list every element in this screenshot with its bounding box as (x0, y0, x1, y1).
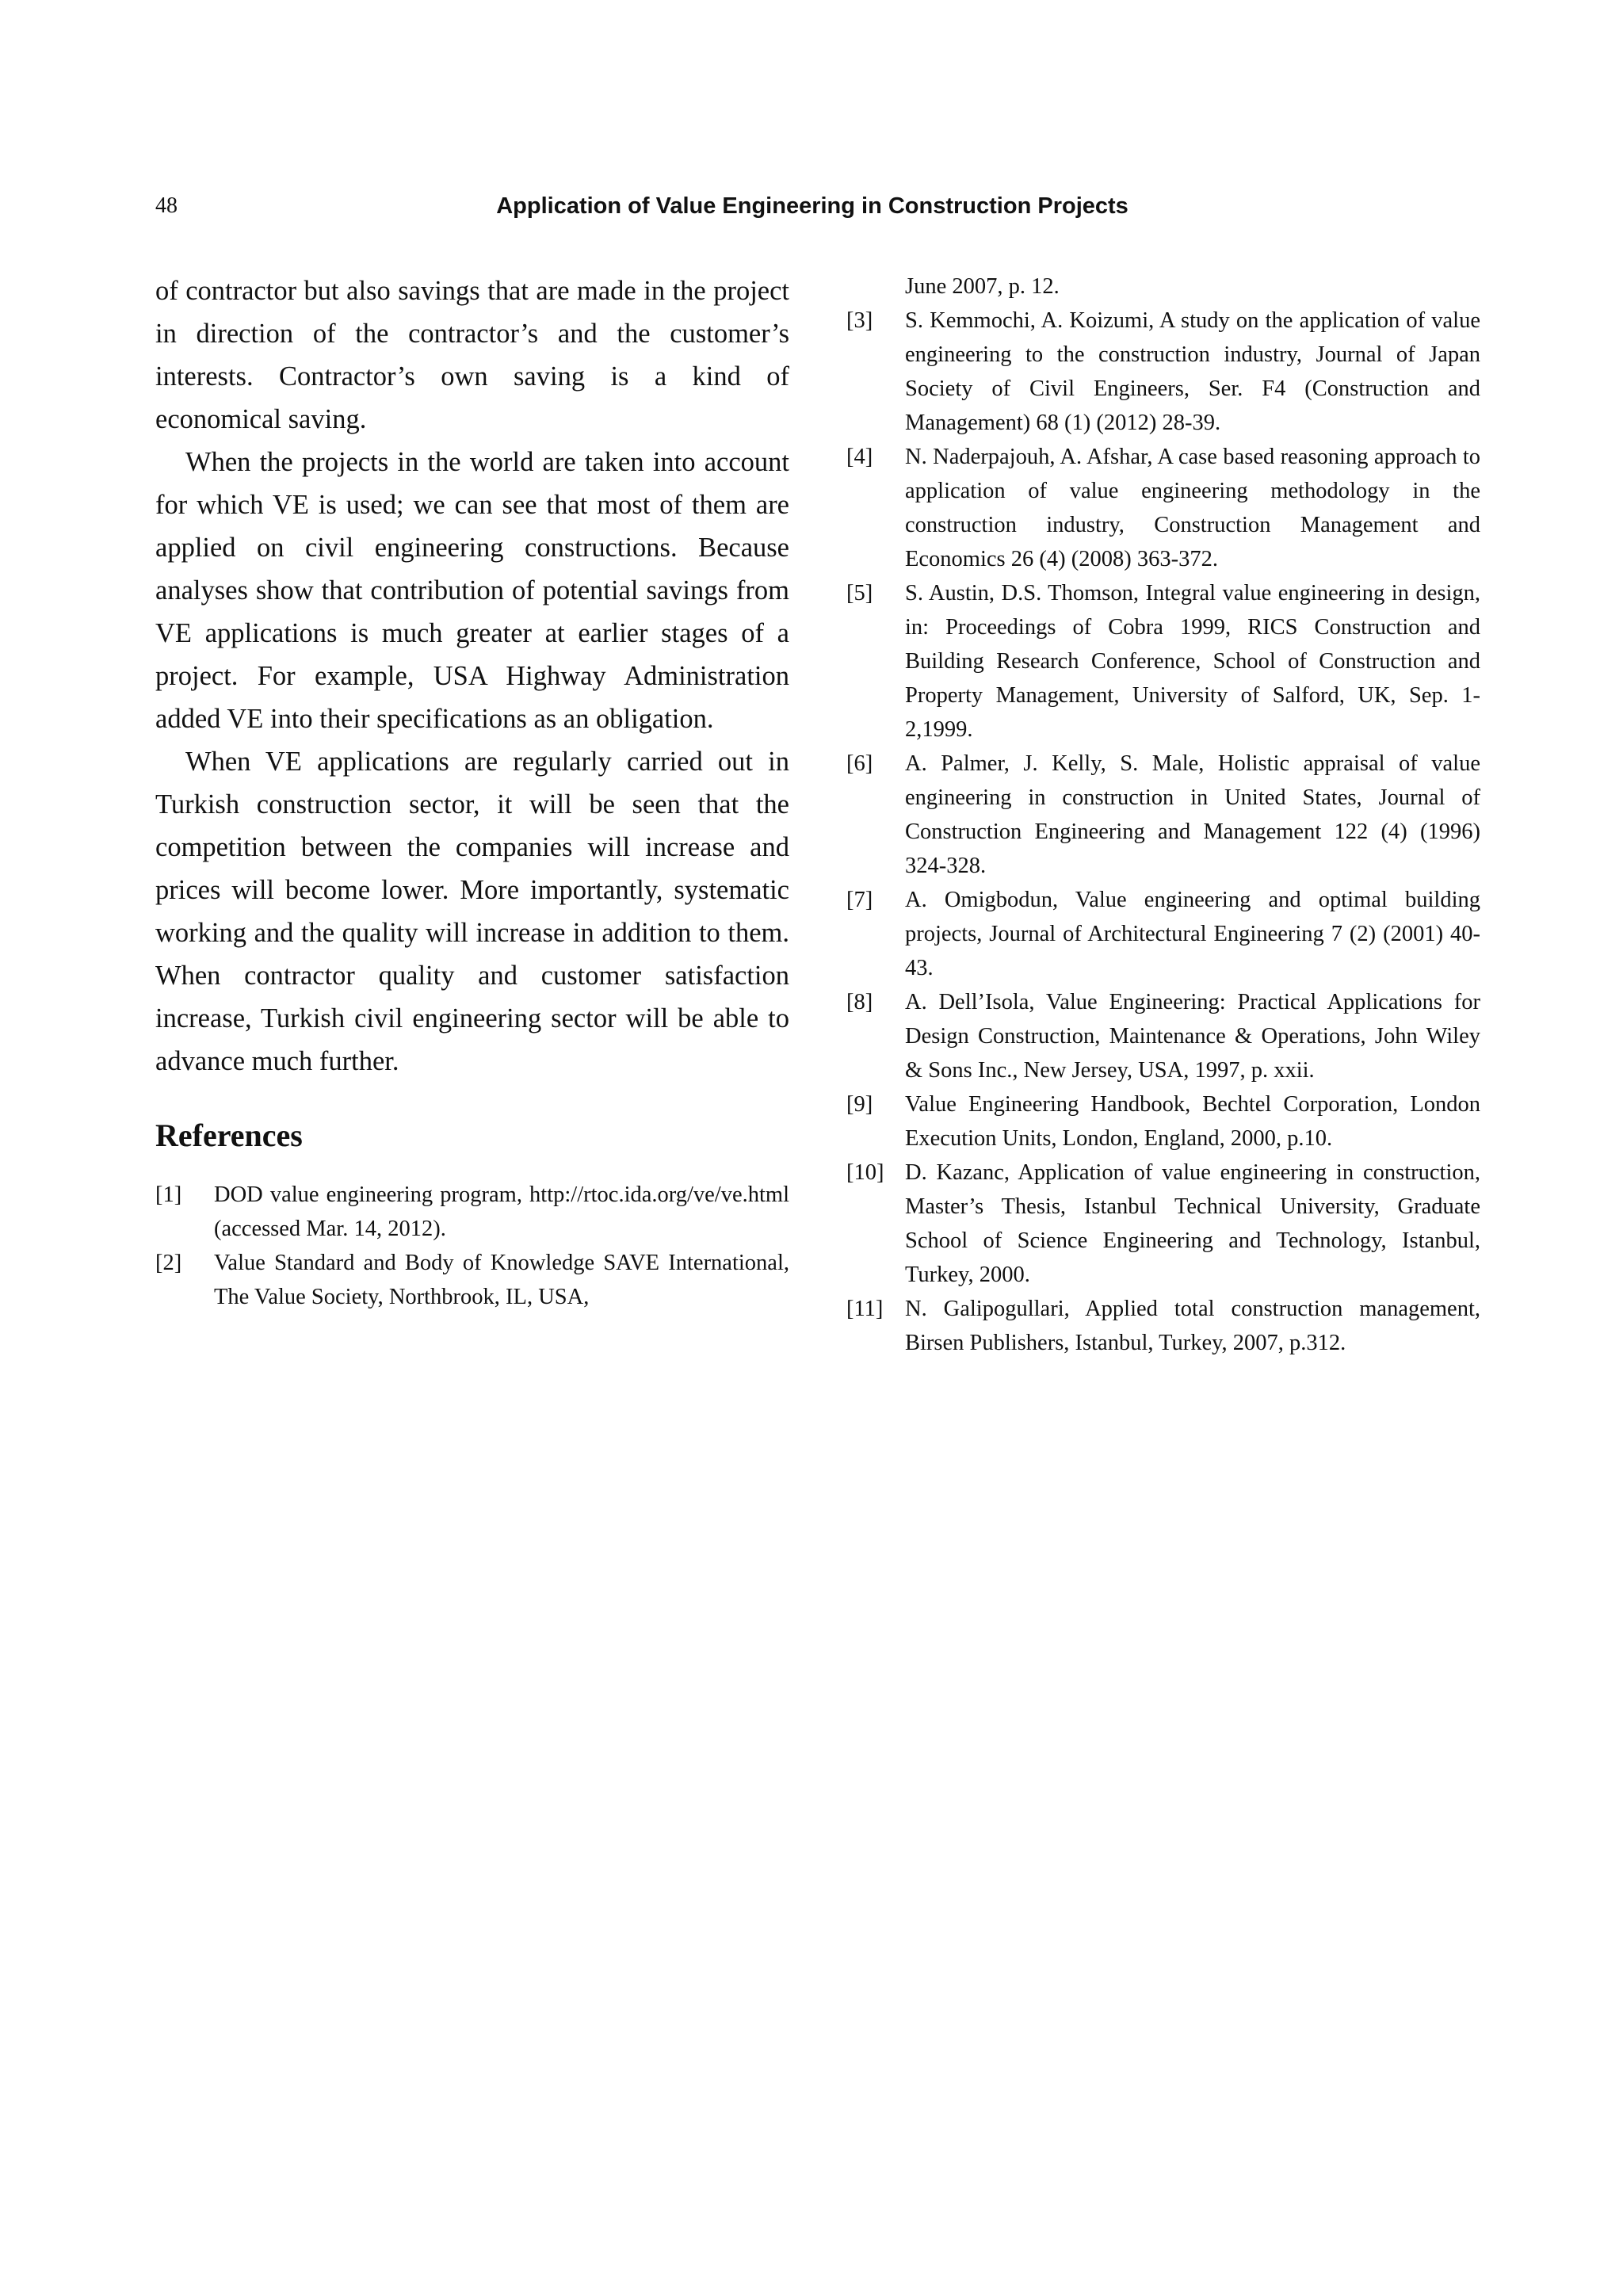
reference-text: DOD value engineering program, http://rtoc.ida.org/ve/ve.html (accessed Mar. 14, 2012). (214, 1182, 789, 1241)
reference-item (155, 1178, 789, 1246)
reference-label: [10] (846, 1160, 884, 1185)
reference-item (846, 576, 1480, 747)
reference-list (155, 1178, 789, 1314)
reference-item (846, 985, 1480, 1087)
reference-label: [3] (846, 308, 873, 333)
reference-label: [5] (846, 581, 873, 606)
reference-text: S. Austin, D.S. Thomson, Integral value engineering in design, in: Proceedings of Cobra 1999, RICS Construction and Building Research Conference, School of Construction and Property Management, University of Salford, UK, Sep. 1-2,1999. (905, 581, 1480, 742)
reference-text: D. Kazanc, Application of value engineering in construction, Master’s Thesis, Istanbul Technical University, Graduate School of Science Engineering and Technology, Istanbul, Turkey, 2000. (905, 1160, 1480, 1287)
reference-item (846, 1292, 1480, 1360)
reference-label: [1] (155, 1182, 182, 1207)
references-heading: References (155, 1117, 303, 1153)
running-title: Application of Value Engineering in Construction Projects (496, 193, 1128, 219)
body-paragraph: When VE applications are regularly carried out in Turkish construction sector, it will be seen that the competition between the companies will increase and prices will become lower. More importantly, systematic working and the quality will increase in addition to them. When contractor quality and customer satisfaction increase, Turkish civil engineering sector will be able to advance much further. (155, 747, 789, 1076)
reference-label: [8] (846, 990, 873, 1014)
body-paragraph: of contractor but also savings that are made in the project in direction of the contractor’s and the customer’s interests. Contractor’s own saving is a kind of economical saving. (155, 276, 789, 434)
reference-text: A. Omigbodun, Value engineering and optimal building projects, Journal of Architectural Engineering 7 (2) (2001) 40-43. (905, 888, 1480, 980)
reference-label: [2] (155, 1251, 182, 1275)
reference-text: Value Standard and Body of Knowledge SAVE International, The Value Society, Northbrook, IL, USA, (214, 1251, 789, 1309)
reference-text: S. Kemmochi, A. Koizumi, A study on the application of value engineering to the construction industry, Journal of Japan Society of Civil Engineers, Ser. F4 (Construction and Management) 68 (1) (2012) 28-39. (905, 308, 1480, 435)
reference-list (846, 304, 1480, 1360)
page-number: 48 (155, 193, 178, 218)
reference-text: A. Dell’Isola, Value Engineering: Practical Applications for Design Construction, Maintenance & Operations, John Wiley & Sons Inc., New Jersey, USA, 1997, p. xxii. (905, 990, 1480, 1083)
left-column (155, 269, 789, 1314)
reference-item (846, 1156, 1480, 1292)
reference-text: N. Naderpajouh, A. Afshar, A case based reasoning approach to application of value engineering methodology in the construction industry, Construction Management and Economics 26 (4) (2008) 363-372. (905, 445, 1480, 571)
reference-item (846, 883, 1480, 985)
reference-text: A. Palmer, J. Kelly, S. Male, Holistic appraisal of value engineering in construction in United States, Journal of Construction Engineering and Management 122 (4) (1996) 324-328. (905, 751, 1480, 878)
reference-item (846, 304, 1480, 440)
body-paragraph: When the projects in the world are taken into account for which VE is used; we can see that most of them are applied on civil engineering constructions. Because analyses show that contribution of potential savings from VE applications is much greater at earlier stages of a project. For example, USA Highway Administration added VE into their specifications as an obligation. (155, 447, 789, 734)
reference-label: [7] (846, 888, 873, 912)
reference-item (846, 440, 1480, 576)
right-column (846, 269, 1480, 1360)
reference-label: [9] (846, 1092, 873, 1117)
reference-label: [4] (846, 445, 873, 469)
reference-item (846, 1087, 1480, 1156)
reference-label: [6] (846, 751, 873, 776)
reference-label: [11] (846, 1297, 884, 1321)
reference-continuation: June 2007, p. 12. (905, 274, 1060, 299)
reference-item (155, 1246, 789, 1314)
reference-item (846, 747, 1480, 883)
reference-text: N. Galipogullari, Applied total construction management, Birsen Publishers, Istanbul, Turkey, 2007, p.312. (905, 1297, 1480, 1355)
reference-text: Value Engineering Handbook, Bechtel Corporation, London Execution Units, London, England, 2000, p.10. (905, 1092, 1480, 1151)
